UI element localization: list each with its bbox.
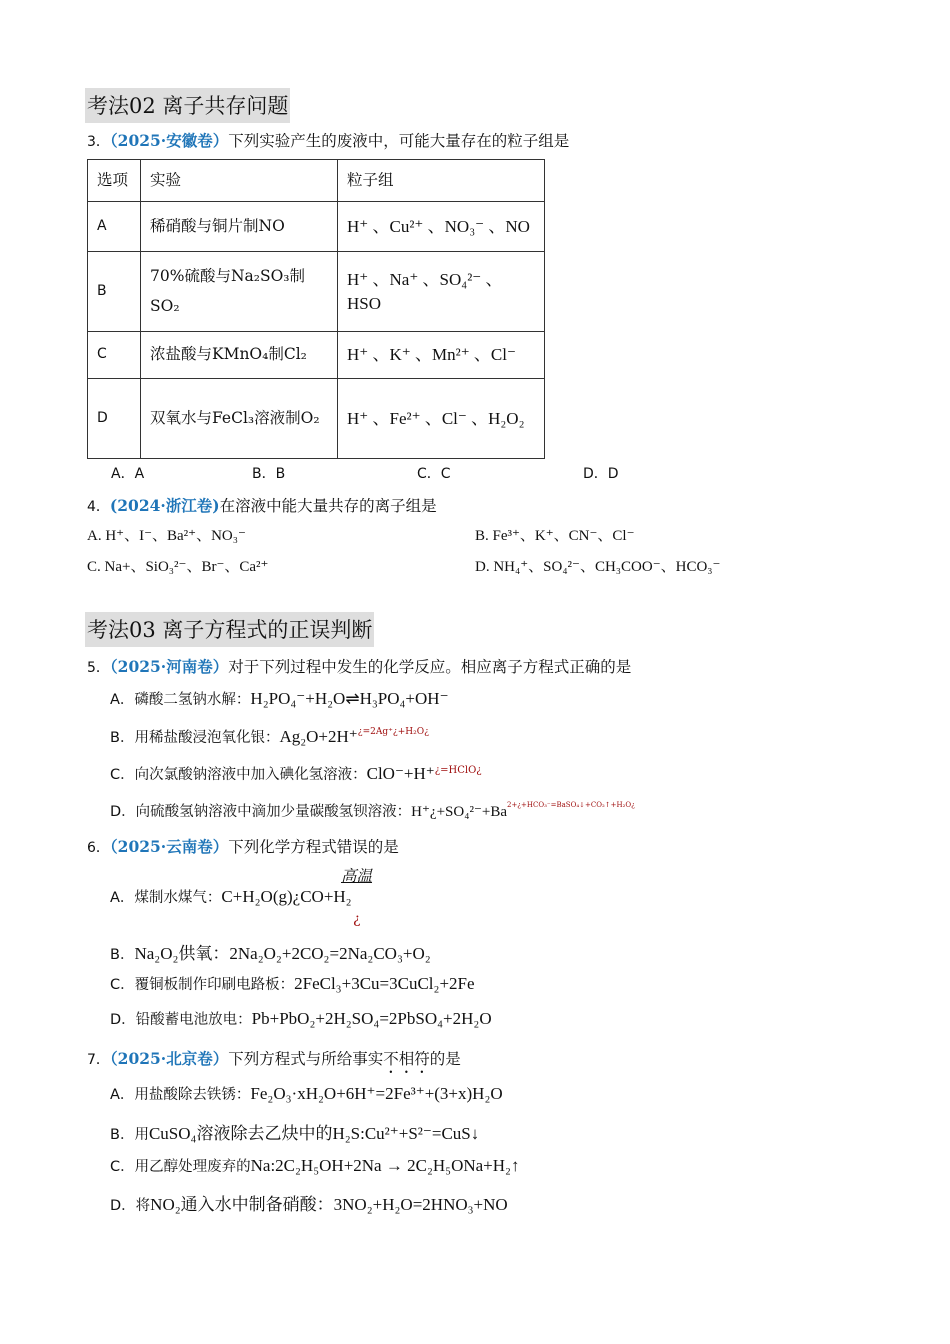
table-cell-ions: H⁺ 、Cu²⁺ 、NO₃⁻ 、NO bbox=[338, 202, 545, 252]
question-number: 3． bbox=[87, 134, 110, 150]
question-text: 在溶液中能大量共存的离子组是 bbox=[219, 497, 437, 515]
equation: Na₂O₂供氧：2Na₂O₂+2CO₂=2Na₂CO₃+O₂ bbox=[134, 944, 431, 963]
table-row bbox=[88, 379, 545, 459]
choice-c bbox=[110, 1155, 519, 1176]
equation: 2FeCl₃+3Cu=3CuCl₂+2Fe bbox=[294, 974, 475, 993]
question-text: 下列方程式与所给事实 bbox=[228, 1050, 384, 1068]
reaction-condition: 高温 bbox=[341, 867, 373, 885]
equation: C+H₂O(g) bbox=[221, 887, 293, 906]
garbled-equation-tail: 2+¿+HCO₃⁻=BaSO₄↓+CO₂↑+H₂O¿ bbox=[506, 801, 635, 809]
table-header-cell: 选项 bbox=[88, 160, 141, 202]
question-6-stem bbox=[87, 835, 399, 857]
table-cell-ions: H⁺ 、K⁺ 、Mn²⁺ 、Cl⁻ bbox=[338, 332, 545, 379]
table-cell-ions: H⁺ 、Fe²⁺ 、Cl⁻ 、H₂O₂ bbox=[338, 379, 545, 459]
question-number: 6． bbox=[87, 840, 110, 856]
choice-b bbox=[110, 726, 429, 747]
choice-d: D. NH₄⁺、SO₄²⁻、CH₃COO⁻、HCO₃⁻ bbox=[475, 559, 721, 575]
garbled-char: ¿ bbox=[353, 911, 361, 927]
choice-label: D．将 bbox=[110, 1198, 151, 1214]
table-header-cell: 粒子组 bbox=[338, 160, 545, 202]
choice-d: D．D bbox=[583, 466, 619, 482]
question-text: 下列化学方程式错误的是 bbox=[228, 838, 399, 856]
choice-label: C．覆铜板制作印刷电路板： bbox=[110, 977, 295, 993]
table-cell-experiment: 稀硝酸与铜片制NO bbox=[141, 202, 338, 252]
question-source: (2024·浙江卷) bbox=[109, 496, 220, 515]
choice-label: C．用乙醇处理废弃的 bbox=[110, 1159, 251, 1175]
equation-products: ¿CO+H₂ bbox=[292, 887, 352, 906]
table-cell-experiment: 70%硫酸与Na₂SO₃制SO₂ bbox=[141, 252, 338, 332]
choice-a bbox=[110, 688, 449, 709]
question-3-table bbox=[87, 159, 545, 459]
table-row bbox=[88, 252, 545, 332]
equation: Ag₂O+2H⁺ bbox=[279, 727, 358, 746]
equation: Fe₂O₃·xH₂O+6H⁺=2Fe³⁺+(3+x)H₂O bbox=[250, 1084, 503, 1103]
choice-b: B. Fe³⁺、K⁺、CN⁻、Cl⁻ bbox=[475, 528, 635, 544]
emphasized-text: 不相符 bbox=[383, 1050, 430, 1068]
choice-label: D．铅酸蓄电池放电： bbox=[110, 1012, 252, 1028]
section-title-03: 考法03 离子方程式的正误判断 bbox=[85, 612, 374, 647]
choice-label: C．向次氯酸钠溶液中加入碘化氢溶液： bbox=[110, 767, 367, 783]
table-cell-option: B bbox=[88, 252, 141, 332]
question-number: 7． bbox=[87, 1052, 110, 1068]
question-text: 对于下列过程中发生的化学反应。相应离子方程式正确的是 bbox=[228, 658, 632, 676]
question-3-stem bbox=[87, 129, 569, 151]
table-row bbox=[88, 332, 545, 379]
choice-c bbox=[110, 763, 482, 784]
choice-b bbox=[110, 1119, 479, 1144]
choice-a: A．A bbox=[111, 466, 145, 482]
question-5-stem bbox=[87, 655, 631, 677]
choice-label: B．用 bbox=[110, 1127, 149, 1143]
choice-d bbox=[110, 1008, 492, 1029]
choice-c: C．C bbox=[417, 466, 451, 482]
table-cell-option: D bbox=[88, 379, 141, 459]
choice-label: B． bbox=[110, 947, 135, 963]
equation: NO₂通入水中制备硝酸：3NO₂+H₂O=2HNO₃+NO bbox=[150, 1195, 508, 1214]
choice-b bbox=[110, 939, 431, 964]
choice-d bbox=[110, 1190, 508, 1215]
question-number: 4． bbox=[87, 499, 110, 515]
question-text: 下列实验产生的废液中，可能大量存在的粒子组是 bbox=[228, 132, 570, 150]
equation: Na:2C₂H₅OH+2Na → 2C₂H₅ONa+H₂↑ bbox=[250, 1156, 520, 1175]
choice-a: A. H⁺、I⁻、Ba²⁺、NO₃⁻ bbox=[87, 528, 246, 544]
equation: H₂PO₄⁻+H₂O⇌H₃PO₄+OH⁻ bbox=[250, 689, 449, 708]
garbled-equation-tail: ¿=2Ag⁺¿+H₂O¿ bbox=[357, 727, 429, 737]
choice-a bbox=[110, 1083, 503, 1104]
garbled-equation-tail: ¿=HClO¿ bbox=[434, 765, 482, 776]
question-4-stem bbox=[87, 494, 437, 516]
choice-label: D．向硫酸氢钠溶液中滴加少量碳酸氢钡溶液： bbox=[110, 804, 412, 820]
question-source: （2025·河南卷） bbox=[109, 657, 229, 676]
choice-d bbox=[110, 800, 635, 821]
table-cell-experiment: 双氧水与FeCl₃溶液制O₂ bbox=[141, 379, 338, 459]
table-cell-ions: H⁺ 、Na⁺ 、SO₄²⁻ 、HSO bbox=[338, 252, 545, 332]
question-source: （2025·北京卷） bbox=[109, 1049, 229, 1068]
question-source: （2025·云南卷） bbox=[109, 837, 229, 856]
equation: CuSO₄溶液除去乙炔中的H₂S:Cu²⁺+S²⁻=CuS↓ bbox=[148, 1124, 480, 1143]
table-cell-experiment: 浓盐酸与KMnO₄制Cl₂ bbox=[141, 332, 338, 379]
section-title-02: 考法02 离子共存问题 bbox=[85, 88, 290, 123]
choice-label: A．用盐酸除去铁锈： bbox=[110, 1087, 251, 1103]
choice-label: A．磷酸二氢钠水解： bbox=[110, 692, 251, 708]
question-number: 5． bbox=[87, 660, 110, 676]
choice-label: A．煤制水煤气： bbox=[110, 890, 222, 906]
table-header-cell: 实验 bbox=[141, 160, 338, 202]
choice-b: B．B bbox=[252, 466, 286, 482]
table-row bbox=[88, 202, 545, 252]
choice-a bbox=[110, 886, 352, 907]
equation: Pb+PbO₂+2H₂SO₄=2PbSO₄+2H₂O bbox=[251, 1009, 492, 1028]
table-cell-option: C bbox=[88, 332, 141, 379]
question-source: （2025·安徽卷） bbox=[109, 131, 229, 150]
choice-label: B．用稀盐酸浸泡氧化银： bbox=[110, 730, 280, 746]
choice-c: C. Na+、SiO₃²⁻、Br⁻、Ca²⁺ bbox=[87, 559, 269, 575]
question-text: 的是 bbox=[429, 1050, 461, 1068]
equation: ClO⁻+H⁺ bbox=[366, 764, 435, 783]
table-cell-option: A bbox=[88, 202, 141, 252]
table-header-row bbox=[88, 160, 545, 202]
choice-c bbox=[110, 973, 475, 994]
question-7-stem bbox=[87, 1047, 461, 1077]
equation: H⁺¿+SO₄²⁻+Ba bbox=[411, 804, 507, 820]
